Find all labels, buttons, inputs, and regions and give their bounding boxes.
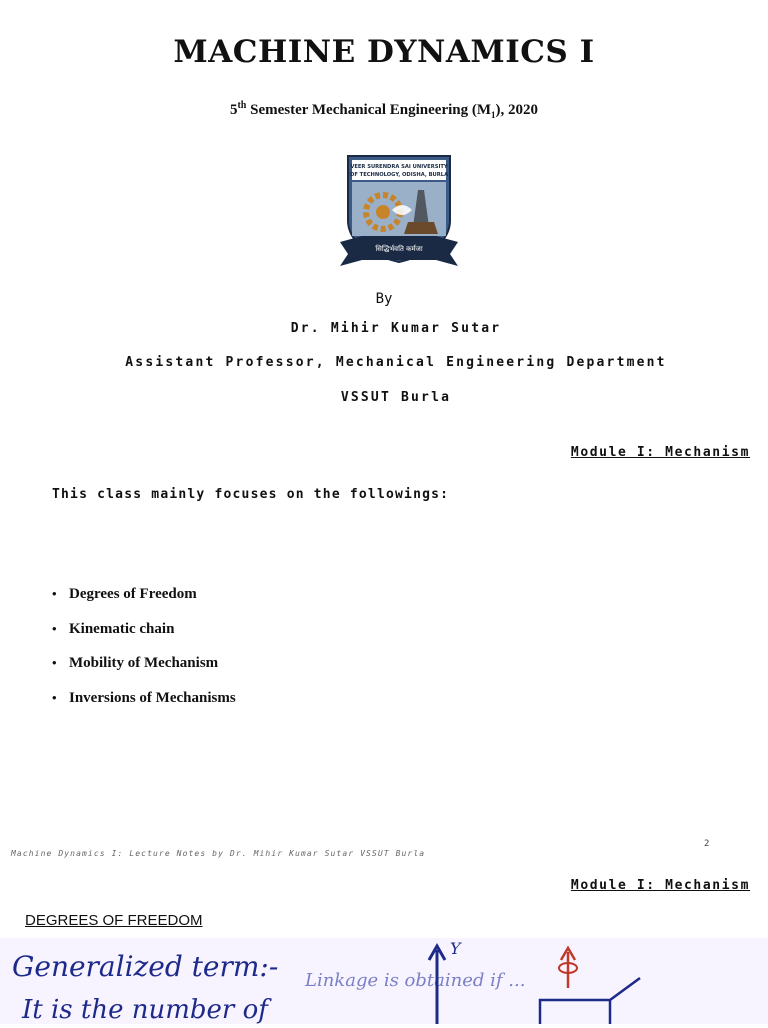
topic-label: Degrees of Freedom [69, 586, 197, 602]
list-item [52, 586, 236, 621]
author-institution: VSSUT Burla [340, 390, 452, 405]
page-footer: Machine Dynamics I: Lecture Notes by Dr. Mihir Kumar Sutar VSSUT Burla [11, 849, 426, 858]
bullet-icon: • [52, 620, 57, 636]
list-item [52, 621, 236, 656]
crest-motto: सिद्धिर्भवति कर्मजा [375, 245, 423, 253]
university-crest-icon [338, 150, 460, 272]
list-item [52, 690, 236, 725]
topic-label: Kinematic chain [69, 620, 175, 637]
intro-text: This class mainly focuses on the followings: [52, 487, 450, 502]
author-name: Dr. Mihir Kumar Sutar [290, 321, 502, 336]
handwriting-line-2: It is the number of [22, 995, 268, 1024]
author-position: Assistant Professor, Mechanical Engineering Department [125, 355, 667, 370]
section-title: DEGREES OF FREEDOM [25, 912, 203, 929]
crest-university-place: OF TECHNOLOGY, ODISHA, BURLA [349, 172, 449, 178]
bullet-icon: • [52, 690, 57, 706]
bullet-icon: • [52, 586, 57, 601]
subtitle-ordinal-suffix: th [237, 100, 247, 111]
course-subtitle [0, 100, 768, 120]
document-title: MACHINE DYNAMICS I [173, 34, 595, 70]
subtitle-course-name: Semester Mechanical Engineering (M [246, 102, 492, 118]
handwritten-notes-graphic [0, 938, 768, 1024]
handwriting-line-1: Generalized term:- [12, 950, 279, 983]
page-number: 2 [704, 839, 710, 849]
university-crest-graphic [338, 150, 460, 272]
crest-university-name: VEER SURENDRA SAI UNIVERSITY [350, 164, 448, 170]
next-page-module-heading: Module I: Mechanism [570, 878, 750, 893]
by-label: By [375, 291, 393, 307]
topic-label: Mobility of Mechanism [69, 655, 219, 672]
subtitle-semester-number: 5 [229, 102, 238, 118]
topic-label: Inversions of Mechanisms [69, 690, 236, 707]
module-heading: Module I: Mechanism [570, 445, 750, 460]
subtitle-subscript: 1 [491, 110, 496, 120]
axis-label: Y [450, 939, 461, 958]
bullet-icon: • [52, 655, 57, 671]
handwritten-notes-image [0, 938, 768, 1024]
handwriting-right: Linkage is obtained if ... [305, 970, 526, 991]
subtitle-year: ), 2020 [495, 102, 539, 118]
topic-list [52, 586, 236, 725]
list-item [52, 655, 236, 690]
